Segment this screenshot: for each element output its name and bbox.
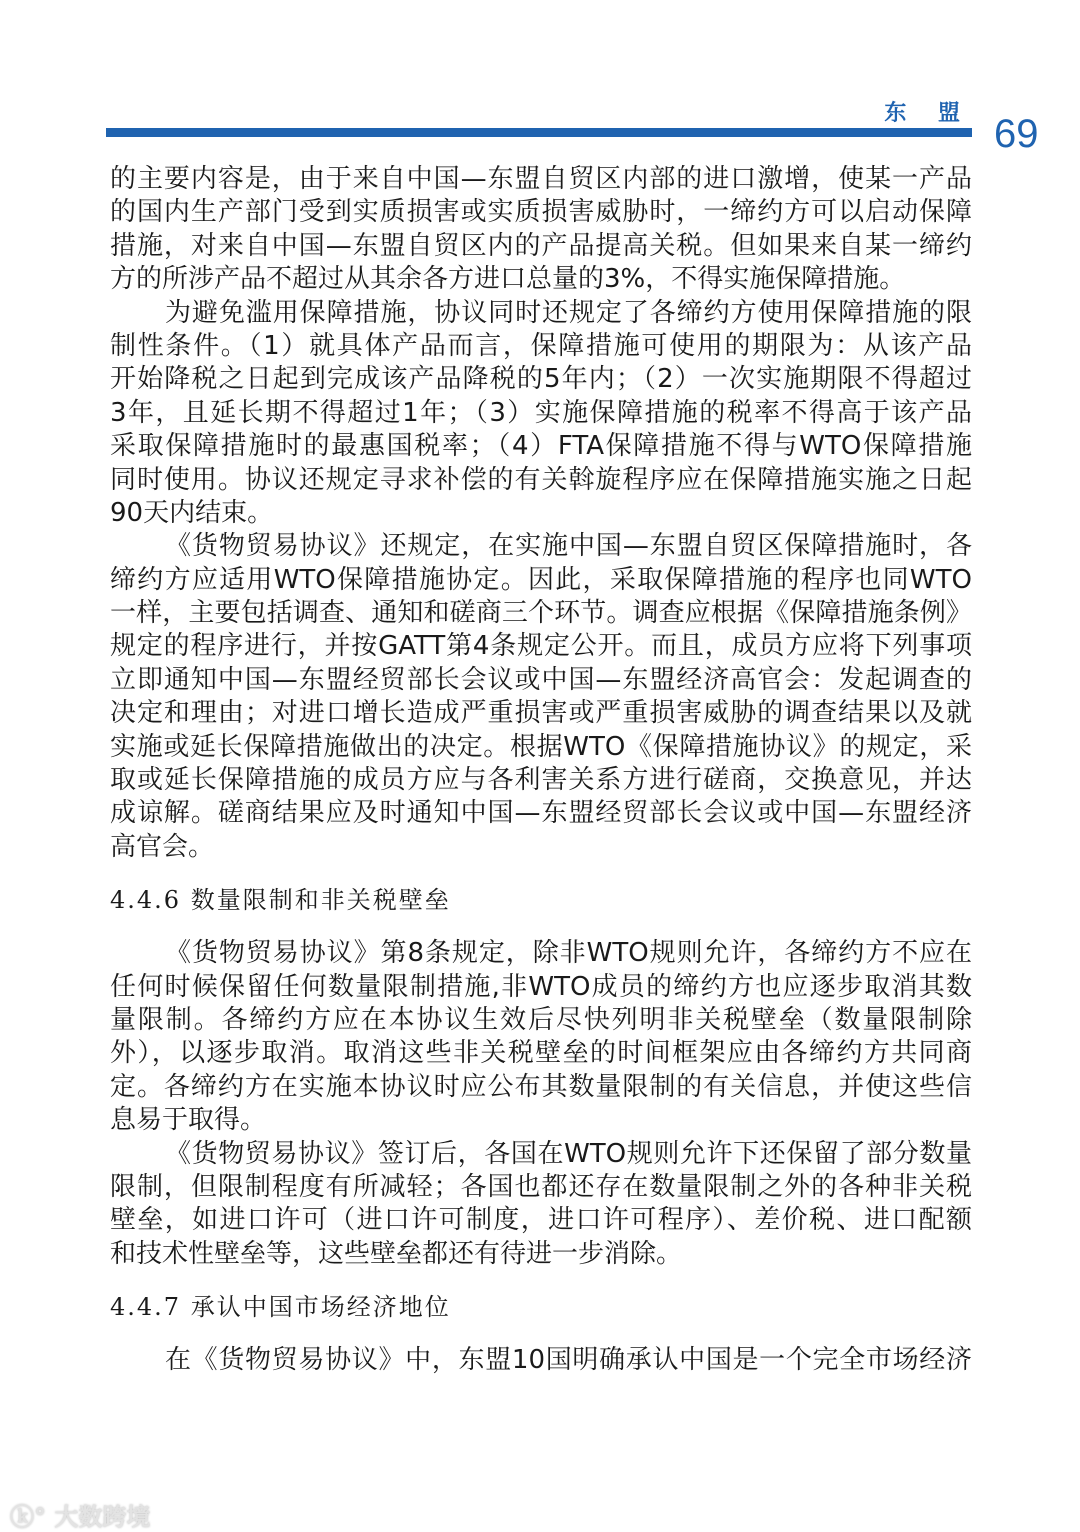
text-line: 方的所涉产品不超过从其余各方进口总量的3%，不得实施保障措施。 [110,264,906,295]
text-line: 《货物贸易协议》签订后，各国在WTO规则允许下还保留了部分数量 [165,1138,972,1169]
section-heading: 4.4.7 承认中国市场经济地位 [110,1293,451,1322]
text-line: 限制，但限制程度有所减轻；各国也都还存在数量限制之外的各种非关税 [110,1171,972,1202]
text-line: 量限制。各缔约方应在本协议生效后尽快列明非关税壁垒（数量限制除 [110,1004,972,1035]
text-line: 《货物贸易协议》第8条规定，除非WTO规则允许，各缔约方不应在 [165,938,972,969]
paragraph [110,530,972,864]
text-line: 在《货物贸易协议》中，东盟10国明确承认中国是一个完全市场经济 [165,1345,972,1376]
text-line: 定。各缔约方在实施本协议时应公布其数量限制的有关信息，并使这些信 [110,1071,972,1102]
text-line: 规定的程序进行，并按GATT第4条规定公开。而且，成员方应将下列事项 [110,631,972,662]
text-line: 3年，且延长期不得超过1年；（3）实施保障措施的税率不得高于该产品 [110,397,972,428]
text-line: 开始降税之日起到完成该产品降税的5年内；（2）一次实施期限不得超过 [110,364,972,395]
text-line: 制性条件。（1）就具体产品而言，保障措施可使用的期限为：从该产品 [110,330,972,361]
text-line: 为避免滥用保障措施，协议同时还规定了各缔约方使用保障措施的限 [165,297,972,328]
text-line: 成谅解。磋商结果应及时通知中国—东盟经贸部长会议或中国—东盟经济 [110,798,972,829]
text-line: 实施或延长保障措施做出的决定。根据WTO《保障措施协议》的规定，采 [110,731,972,762]
text-line: 90天内结束。 [110,497,274,528]
page-body [110,163,972,1378]
page-number: 69 [994,112,1039,156]
text-line: 决定和理由；对进口增长造成严重损害或严重损害威胁的调查结果以及就 [110,698,972,729]
paragraph [110,1138,972,1272]
text-line: 高官会。 [110,831,215,862]
text-line: 任何时候保留任何数量限制措施,非WTO成员的缔约方也应逐步取消其数 [110,971,972,1002]
text-line: 采取保障措施时的最惠国税率；（4）FTA保障措施不得与WTO保障措施 [110,431,972,462]
text-line: 壁垒，如进口许可（进口许可制度，进口许可程序）、差价税、进口配额 [110,1205,972,1236]
text-line: 同时使用。协议还规定寻求补偿的有关斡旋程序应在保障措施实施之日起 [110,464,972,495]
text-line: 的国内生产部门受到实质损害或实质损害威胁时，一缔约方可以启动保障 [110,197,972,228]
paragraph [110,937,972,1137]
text-line: 缔约方应适用WTO保障措施协定。因此，采取保障措施的程序也同WTO [110,564,972,595]
text-line: 立即通知中国—东盟经贸部长会议或中国—东盟经济高官会：发起调查的 [110,664,972,695]
text-line: 取或延长保障措施的成员方应与各利害关系方进行磋商，交换意见，并达 [110,765,972,796]
text-line: 息易于取得。 [110,1105,267,1136]
paragraph [110,297,972,531]
text-line: 外），以逐步取消。取消这些非关税壁垒的时间框架应由各缔约方共同商 [110,1038,972,1069]
watermark-logo: ⓚ° 大数跨境 [10,1503,151,1531]
text-line: 《货物贸易协议》还规定，在实施中国—东盟自贸区保障措施时，各 [165,531,972,562]
paragraph [110,1344,972,1377]
running-header-title: 东 盟 [884,101,972,126]
text-line: 的主要内容是，由于来自中国—东盟自贸区内部的进口激增，使某一产品 [110,164,972,194]
paragraph [110,163,972,297]
section-heading: 4.4.6 数量限制和非关税壁垒 [110,886,451,915]
header-rule [106,128,972,137]
text-line: 措施，对来自中国—东盟自贸区内的产品提高关税。但如果来自某一缔约 [110,230,972,261]
text-line: 一样，主要包括调查、通知和磋商三个环节。调查应根据《保障措施条例》 [110,598,972,629]
watermark-text: 大数跨境 [54,1503,151,1531]
text-line: 和技术性壁垒等，这些壁垒都还有待进一步消除。 [110,1238,683,1269]
